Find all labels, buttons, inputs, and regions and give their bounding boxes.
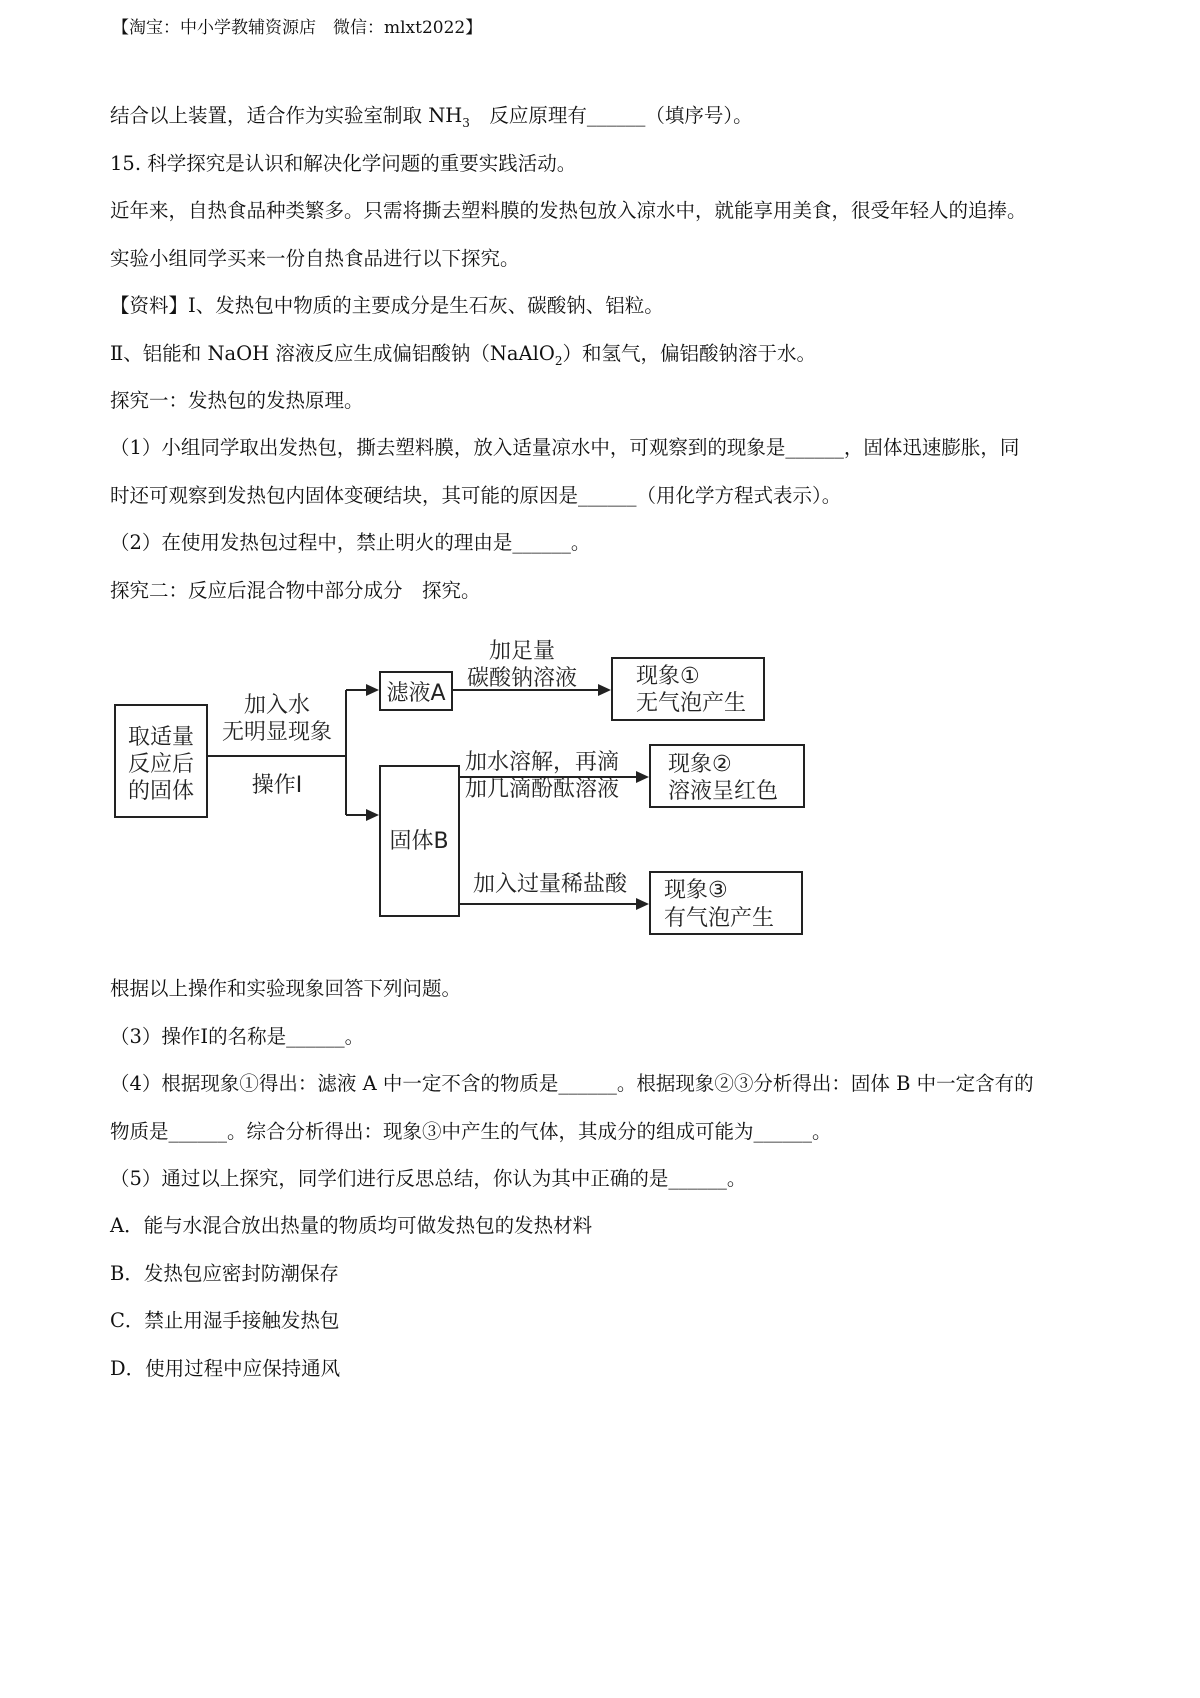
arrow-b-head (636, 771, 649, 783)
nh3-text: 结合以上装置，适合作为实验室制取 NH (110, 104, 463, 127)
step1-label-1: 加入水 (243, 693, 311, 718)
explore-2-heading: 探究二：反应后混合物中部分成分 探究。 (110, 579, 481, 602)
watermark: 【淘宝：中小学教辅资源店 微信：mlxt2022】 (112, 18, 483, 38)
arrow-b-label-1: 加水溶解，再滴 (464, 750, 620, 775)
solid-label: 固体B (389, 829, 449, 854)
option-a: A．能与水混合放出热量的物质均可做发热包的发热材料 (110, 1214, 593, 1237)
arrow-c-label: 加入过量稀盐酸 (472, 872, 628, 897)
arrow-head-filtrate (366, 684, 379, 696)
obs2-line-2: 溶液呈红色 (668, 779, 779, 804)
q1-line-2: 时还可观察到发热包内固体变硬结块，其可能的原因是______（用化学方程式表示）。 (110, 484, 842, 507)
arrow-a-head (598, 684, 611, 696)
intro-line-2: 实验小组同学买来一份自热食品进行以下探究。 (110, 247, 520, 270)
q2: （2）在使用发热包过程中，禁止明火的理由是______。 (110, 531, 591, 554)
q4-line-2: 物质是______。综合分析得出：现象③中产生的气体，其成分的组成可能为______。 (110, 1120, 832, 1143)
obs1-line-2: 无气泡产生 (636, 691, 747, 716)
obs2-line-1: 现象② (668, 752, 732, 777)
arrow-b-label-2: 加几滴酚酞溶液 (464, 777, 620, 802)
start-line-2: 反应后 (127, 752, 195, 777)
step1-label-2: 无明显现象 (221, 720, 333, 745)
q15-title: 15. 科学探究是认识和解决化学问题的重要实践活动。 (110, 152, 577, 175)
nh3-subscript: 3 (462, 115, 470, 130)
option-d: D．使用过程中应保持通风 (110, 1357, 341, 1380)
arrow-c-head (636, 898, 649, 910)
q5: （5）通过以上探究，同学们进行反思总结，你认为其中正确的是______。 (110, 1167, 747, 1190)
start-line-1: 取适量 (127, 725, 195, 750)
arrow-a-label-1: 加足量 (488, 639, 556, 664)
step1-label-3: 操作Ⅰ (251, 773, 303, 798)
obs3-line-2: 有气泡产生 (664, 906, 775, 931)
info-2-subscript: 2 (554, 353, 563, 368)
option-c: C．禁止用湿手接触发热包 (110, 1309, 340, 1332)
after-flow-text: 根据以上操作和实验现象回答下列问题。 (110, 977, 462, 1000)
q1-line-1: （1）小组同学取出发热包，撕去塑料膜，放入适量凉水中，可观察到的现象是______，固体迅速膨胀，同 (110, 436, 1020, 459)
info-2-text: Ⅱ、铝能和 NaOH 溶液反应生成偏铝酸钠（NaAlO (110, 342, 555, 365)
q3: （3）操作Ⅰ的名称是______。 (110, 1025, 365, 1048)
arrow-head-solid (366, 809, 379, 821)
nh3-text-tail: 反应原理有______（填序号）。 (469, 104, 753, 127)
start-line-3: 的固体 (127, 779, 195, 804)
obs3-line-1: 现象③ (664, 878, 728, 903)
info-line-1: 【资料】Ⅰ、发热包中物质的主要成分是生石灰、碳酸钠、铝粒。 (110, 294, 664, 317)
info-2-text-tail: ）和氢气，偏铝酸钠溶于水。 (562, 342, 816, 365)
arrow-a-label-2: 碳酸钠溶液 (466, 666, 578, 691)
explore-1-heading: 探究一：发热包的发热原理。 (110, 389, 364, 412)
option-b: B．发热包应密封防潮保存 (110, 1262, 339, 1285)
intro-line-1: 近年来，自热食品种类繁多。只需将撕去塑料膜的发热包放入凉水中，就能享用美食，很受年轻人的追捧。 (110, 199, 1027, 222)
q4-line-1: （4）根据现象①得出：滤液 A 中一定不含的物质是______。根据现象②③分析得出：固体 B 中一定含有的 (110, 1072, 1034, 1095)
obs1-line-1: 现象① (636, 664, 700, 689)
filtrate-label: 滤液A (386, 681, 446, 706)
